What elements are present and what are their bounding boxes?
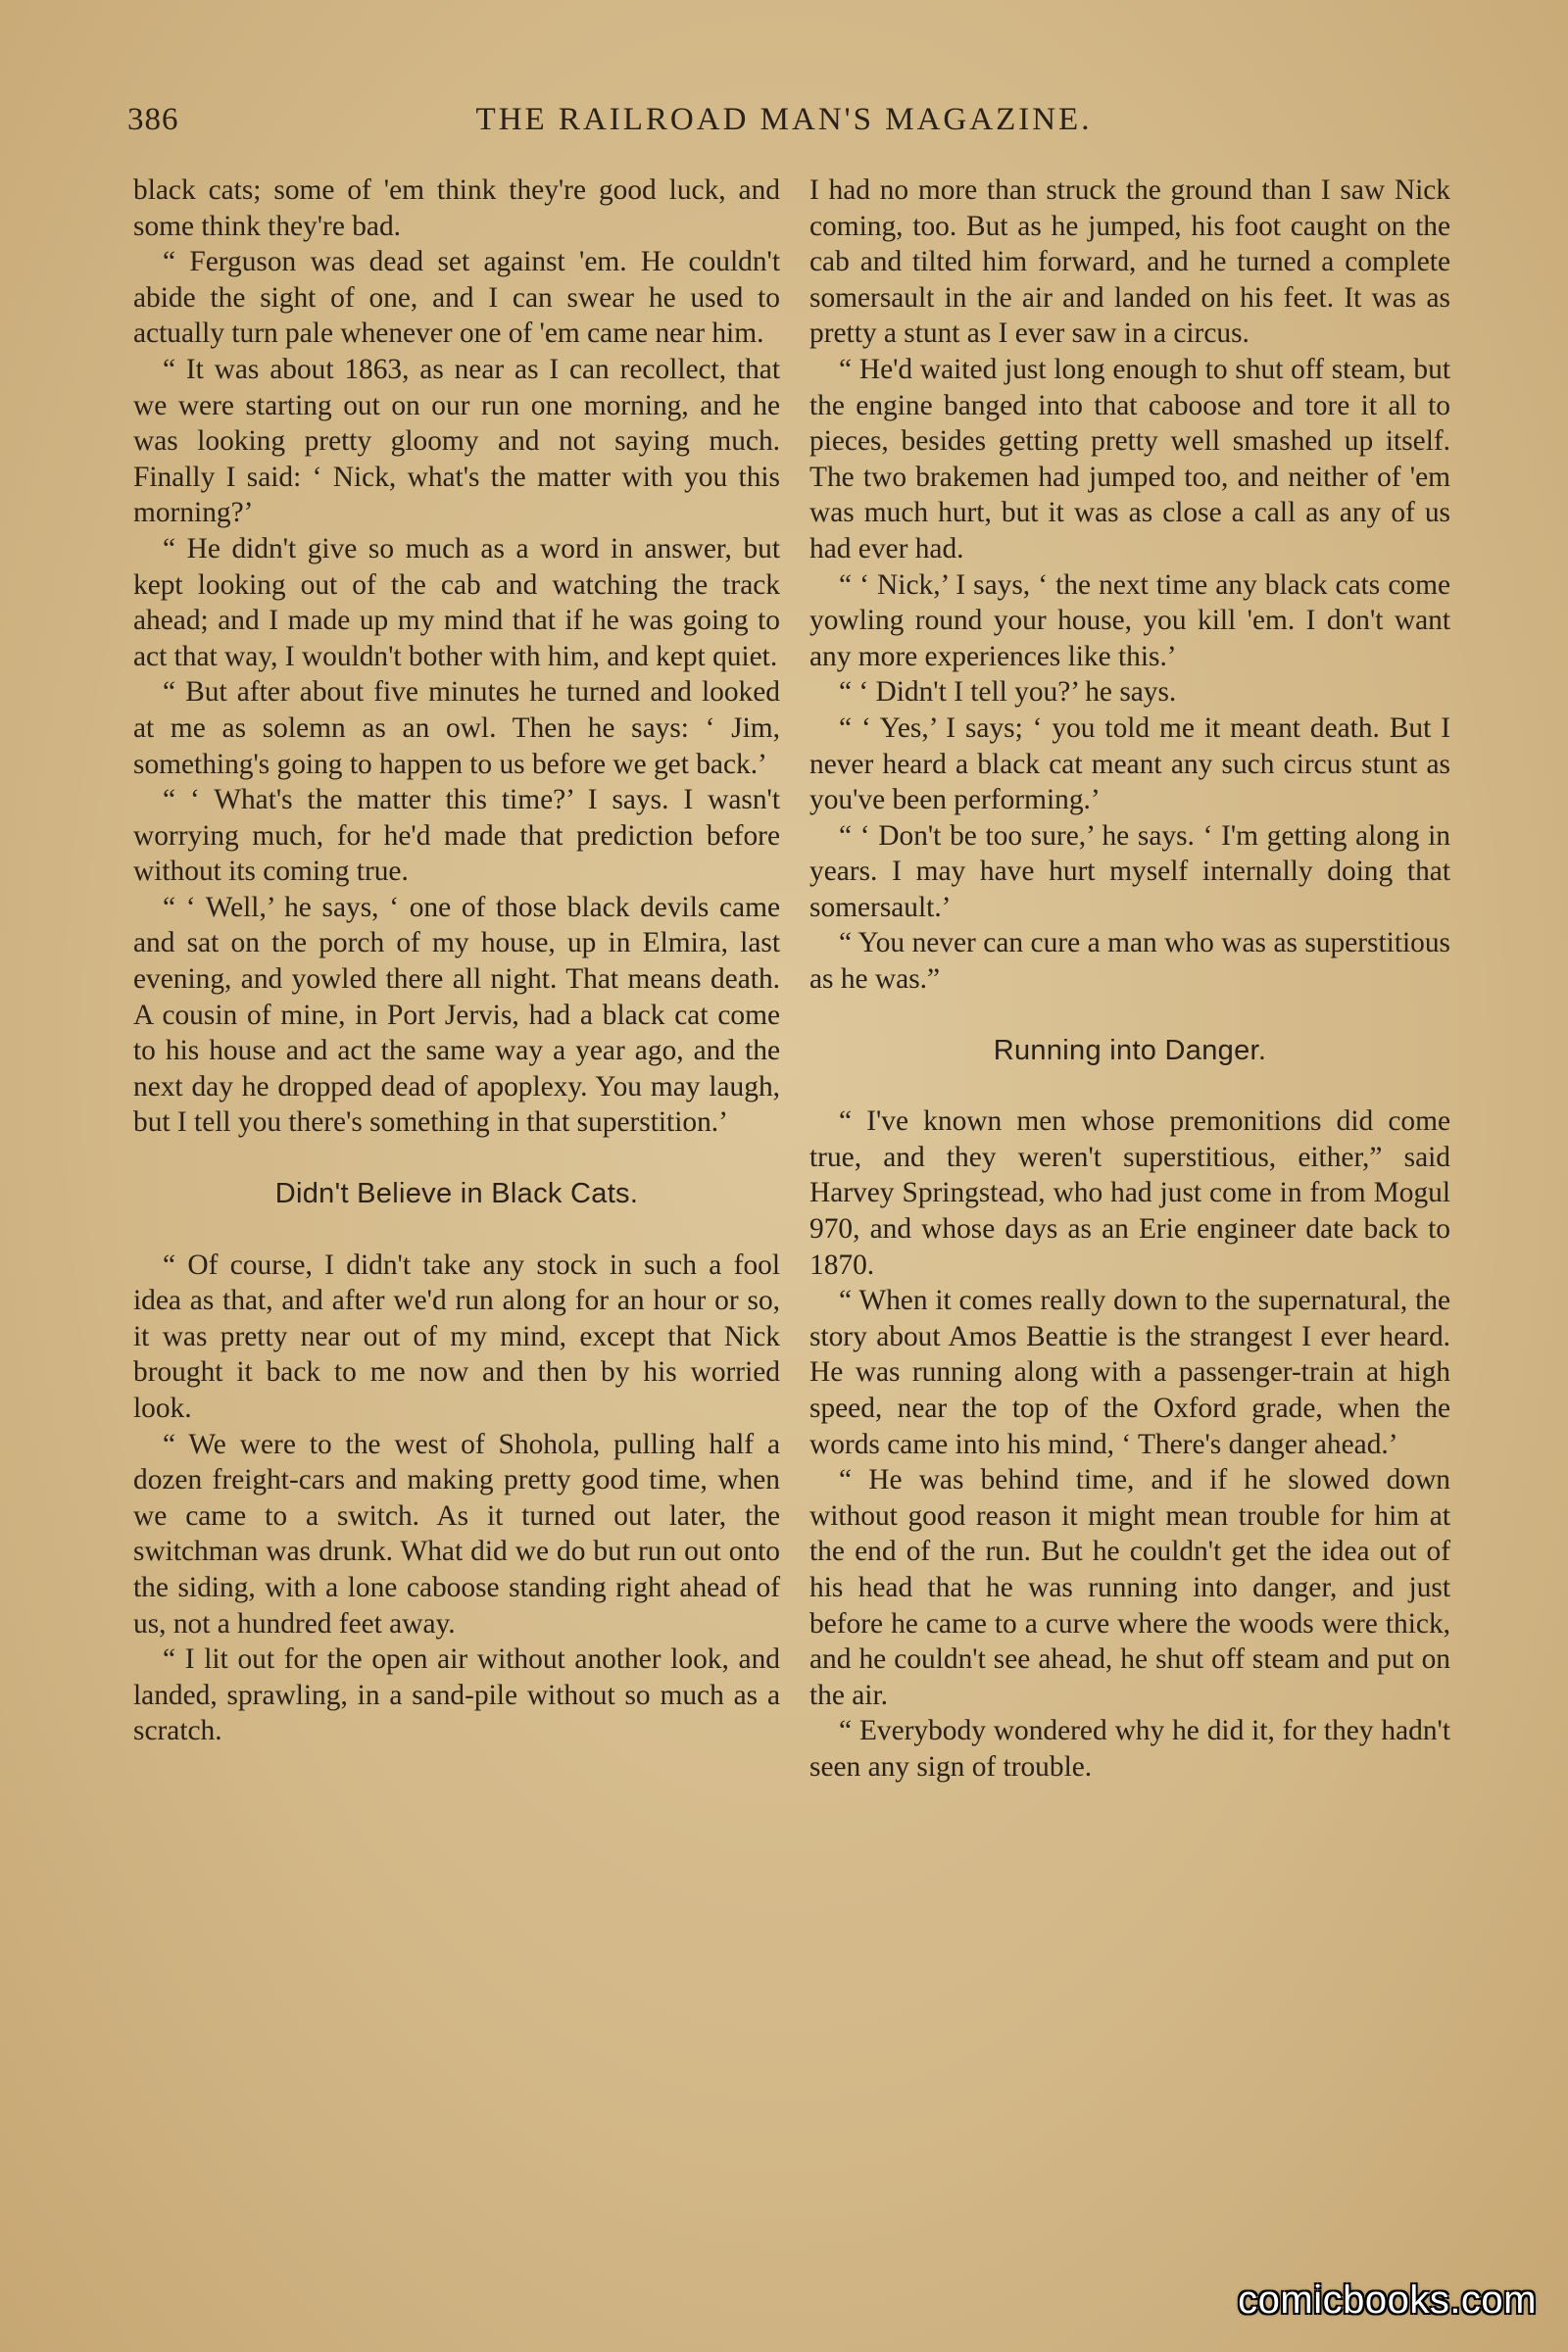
paragraph: “ But after about five minutes he turned and looked at me as solemn as an owl. Then he says: ‘ Jim, something's going to happen to us before we get back.’ — [133, 676, 780, 780]
paragraph: “ Ferguson was dead set against 'em. He couldn't abide the sight of one, and I can swear he used to actually turn pale whenever one of 'em came near him. — [133, 246, 780, 350]
paragraph: “ He was behind time, and if he slowed down without good reason it might mean trouble for him at the end of the run. But he couldn't get the idea out of his head that he was running into danger, and just before he came to a curve where the woods were thick, and he couldn't see ahead, he shut off steam and put on the air. — [809, 1464, 1450, 1711]
paragraph: “ When it comes really down to the supernatural, the story about Amos Beattie is the strangest I ever heard. He was running along with a passenger-train at high speed, near the top of the Oxford grade, when the words came into his mind, ‘ There's danger ahead.’ — [809, 1285, 1450, 1460]
paragraph: “ ‘ Didn't I tell you?’ he says. — [839, 676, 1177, 709]
page-number: 386 — [127, 102, 179, 137]
section-heading: Running into Danger. — [993, 1034, 1267, 1066]
paragraph: “ I lit out for the open air without another look, and landed, sprawling, in a sand-pile without so much as a scratch. — [133, 1643, 780, 1747]
paragraph: “ ‘ Don't be too sure,’ he says. ‘ I'm getting along in years. I may have hurt myself internally doing that somersault.’ — [809, 819, 1450, 923]
paragraph: “ ‘ Nick,’ I says, ‘ the next time any black cats come yowling round your house, you kill 'em. I don't want any more experiences like this.’ — [809, 568, 1450, 672]
running-head: THE RAILROAD MAN'S MAGAZINE. — [475, 102, 1093, 137]
section-heading: Didn't Believe in Black Cats. — [274, 1178, 639, 1210]
paragraph: “ He'd waited just long enough to shut off steam, but the engine banged into that caboose and tore it all to pieces, besides getting pretty well smashed up itself. The two brakemen had jumped too, and neither of 'em was much hurt, but it was as close a call as any of us had ever had. — [809, 353, 1450, 564]
left-column — [133, 172, 780, 1749]
paragraph: “ ‘ Well,’ he says, ‘ one of those black devils came and sat on the porch of my house, up in Elmira, last evening, and yowled there all night. That means death. A cousin of mine, in Port Jervis, had a black cat come to his house and act the same way a year ago, and the next day he dropped dead of apoplexy. You may laugh, but I tell you there's something in that superstition.’ — [133, 891, 780, 1139]
watermark: comicbooks.com — [1238, 2278, 1537, 2322]
paragraph: “ ‘ Yes,’ I says; ‘ you told me it meant death. But I never heard a black cat meant any such circus stunt as you've been performing.’ — [809, 711, 1450, 816]
paragraph: black cats; some of 'em think they're good luck, and some think they're bad. — [133, 174, 780, 242]
paragraph: “ Everybody wondered why he did it, for they hadn't seen any sign of trouble. — [809, 1715, 1450, 1783]
paragraph: “ We were to the west of Shohola, pulling half a dozen freight-cars and making pretty good time, when we came to a switch. As it turned out later, the switchman was drunk. What did we do but run out onto the siding, with a lone caboose standing right ahead of us, not a hundred feet away. — [133, 1428, 780, 1640]
paragraph: “ You never can cure a man who was as superstitious as he was.” — [809, 927, 1450, 996]
paragraph: “ I've known men whose premonitions did come true, and they weren't superstitious, either,” said Harvey Springstead, who had just come in from Mogul 970, and whose days as an Erie engineer date back to 1870. — [809, 1105, 1450, 1281]
paragraph: “ Of course, I didn't take any stock in such a fool idea as that, and after we'd run along for an hour or so, it was pretty near out of my mind, except that Nick brought it back to me now and then by his worried look. — [133, 1249, 780, 1424]
paragraph: “ It was about 1863, as near as I can recollect, that we were starting out on our run one morning, and he was looking pretty gloomy and not saying much. Finally I said: ‘ Nick, what's the matter with you this morning?’ — [133, 353, 780, 529]
right-column — [809, 172, 1450, 1786]
paragraph: I had no more than struck the ground than I saw Nick coming, too. But as he jumped, his foot caught on the cab and tilted him forward, and he turned a complete somersault in the air and landed on his feet. It was as pretty a stunt as I ever saw in a circus. — [809, 174, 1450, 350]
paragraph: “ He didn't give so much as a word in answer, but kept looking out of the cab and watching the track ahead; and I made up my mind that if he was going to act that way, I wouldn't bother with him, and kept quiet. — [133, 532, 780, 672]
paragraph: “ ‘ What's the matter this time?’ I says. I wasn't worrying much, for he'd made that prediction before without its coming true. — [133, 784, 780, 888]
